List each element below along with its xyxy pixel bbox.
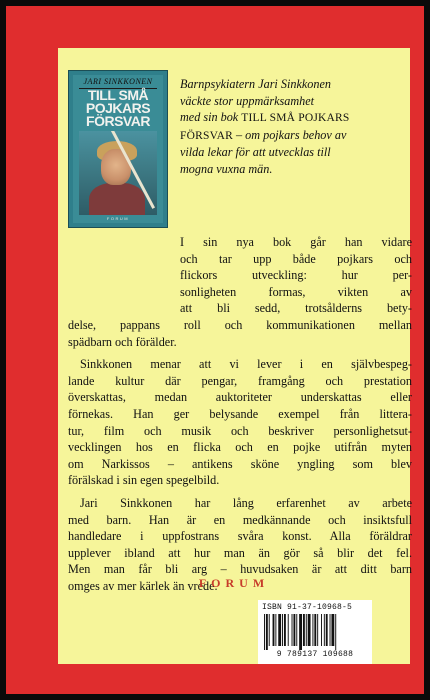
body-line: I sin nya bok går han vidare (180, 235, 412, 249)
body-line: flickors utveckling: hur per- (180, 268, 412, 283)
barcode-bar (293, 614, 295, 646)
body-line: att bli sedd, trotsålderns bety- (180, 301, 412, 316)
barcode-bar (299, 614, 302, 650)
barcode-bar (284, 614, 286, 646)
barcode-bar (266, 614, 268, 650)
body-line: Men man får bli arg – huvudsaken är att ditt barn (68, 562, 412, 577)
body-line: upplever ibland att hur man än gör så blir det fel. (68, 545, 412, 560)
barcode-bar (264, 614, 265, 650)
barcode-bar (303, 614, 305, 646)
barcode-bar (312, 614, 313, 646)
intro-paragraph (180, 76, 404, 177)
thumbnail-title-line: FÖRSVAR (86, 113, 150, 129)
book-back-cover (6, 6, 424, 694)
intro-line (180, 109, 404, 127)
boy-shirt (89, 183, 145, 215)
thumbnail-author: JARI SINKKONEN (83, 77, 153, 86)
barcode-bar (275, 614, 276, 646)
paragraph-2 (68, 356, 412, 489)
body-line: omges av mer kärlek än vrede. (68, 578, 218, 593)
barcode-bar (306, 614, 307, 646)
isbn-number: ISBN 91-37-10968-5 (262, 603, 353, 612)
body-line: och tar upp både pojkars och (180, 251, 412, 266)
body-line: om Narkissos – antikens sköne yngling som blev (68, 456, 412, 471)
intro-line: Barnpsykiatern Jari Sinkkonen (180, 77, 331, 91)
body-line: förnekas. Han ger belysande exempel från littera- (68, 406, 412, 421)
intro-text: med sin bok (180, 110, 242, 124)
body-line: lande kultur där pengar, framgång och prestation (68, 373, 412, 388)
barcode-bar (278, 614, 281, 646)
barcode-bar (331, 614, 334, 646)
body-line: förälskad i sin egen spegelbild. (68, 473, 220, 488)
cover-thumbnail (68, 70, 168, 228)
barcode-bar (269, 614, 270, 646)
body-line: handledare i uppfostrans svåra konst. Alla föräldrar (68, 529, 412, 544)
barcode-bar (317, 614, 318, 646)
barcode-bar (314, 614, 316, 646)
paragraph-1 (68, 234, 412, 350)
body-line: Jari Sinkkonen har lång erfarenhet av arbete (80, 495, 412, 510)
body-line: vecklingen hos en flicka och en pojke utifrån myten (68, 440, 412, 455)
body-line: överskattas, medan auktoriteter underskattas eller (68, 390, 412, 405)
barcode-bar (308, 614, 311, 646)
barcode-bar (296, 614, 297, 646)
barcode-label (258, 600, 372, 664)
body-line: tur, film och musik och beskriver personlighetsut- (68, 423, 412, 438)
body-text (68, 234, 412, 594)
body-line: med barn. Han är en medkännande och insiktsfull (68, 512, 412, 527)
body-line: spädbarn och förälder. (68, 334, 177, 349)
body-line: sonligheten formas, vikten av (180, 284, 412, 299)
barcode-bar (335, 614, 336, 650)
publisher-logo: FORUM (198, 576, 270, 590)
body-line: delse, pappans roll och kommunikationen mellan (68, 317, 412, 332)
book-title: FÖRSVAR (180, 129, 233, 142)
barcode-bar (326, 614, 328, 646)
boy-photo (79, 131, 157, 215)
barcode-digits: 9 789137 109688 (276, 650, 354, 659)
barcode-bar (330, 614, 331, 646)
intro-line (180, 127, 404, 145)
book-title: TILL SMÅ POJKARS (241, 112, 350, 124)
barcode-bar (288, 614, 289, 646)
barcode-bar (292, 614, 293, 646)
thumbnail-title-line: POJKARS (85, 100, 151, 116)
barcode-bars (264, 614, 366, 650)
text-panel (58, 48, 410, 664)
barcode-bar (324, 614, 325, 646)
intro-text: – om pojkars behov av (232, 127, 347, 142)
intro-line: vilda lekar för att utvecklas till (180, 145, 331, 159)
barcode-bar (273, 614, 275, 646)
thumbnail-title (73, 89, 163, 128)
thumbnail-title-line: TILL SMÅ (87, 87, 149, 103)
barcode-bar (321, 614, 322, 646)
intro-line: mogna vuxna män. (180, 161, 273, 176)
intro-line: väckte stor uppmärksamhet (180, 93, 315, 108)
thumbnail-publisher: FORUM (106, 216, 130, 221)
barcode-bar (282, 614, 283, 646)
body-line: Sinkkonen menar att vi lever i en självbespeg- (80, 357, 412, 372)
cover-thumbnail-inner (73, 75, 163, 223)
